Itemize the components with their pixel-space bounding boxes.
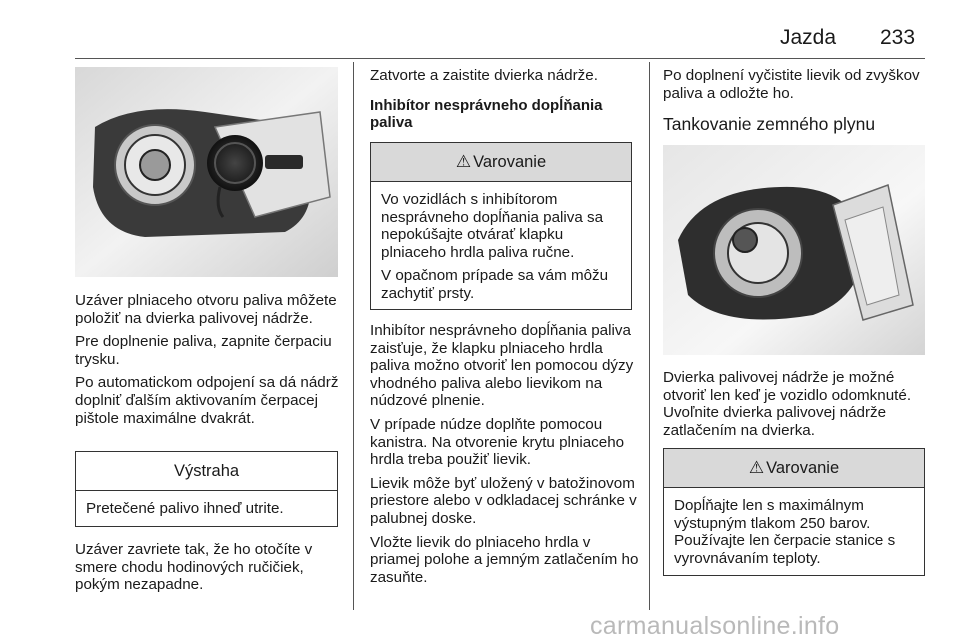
watermark: carmanualsonline.info [590,612,840,640]
column-2-body [370,322,642,592]
warning-text: Vo vozidlách s inhibítorom nesprávneho dopĺňania paliva sa nepokúšajte otvárať klapku plniaceho hrdla paliva ručne. [381,191,604,261]
warning-triangle-icon: ⚠ [455,152,472,171]
paragraph: Uzáver zavriete tak, že ho otočíte v smere chodu hodinových ručičiek, pokým nezapadne. [75,541,313,594]
warning-header [664,449,924,488]
column-3-body [663,369,928,445]
paragraph: V prípade núdze doplňte pomocou kanistra. Na otvorenie krytu plniaceho hrdla treba použiť lievik. [370,415,625,469]
column-divider-2 [649,62,650,610]
warning-body [371,182,631,315]
section-heading: Tankovanie zemného plynu [663,114,876,135]
fuel-cap-photo [75,67,338,277]
warning-text: V opačnom prípade sa vám môžu zachytiť prsty. [381,267,609,302]
column-1 [75,292,347,433]
paragraph: Po doplnení vyčistite lievik od zvyškov paliva a odložte ho. [663,67,920,102]
subheading: Inhibítor nesprávneho dopĺňania paliva [370,96,603,131]
warning-header [371,143,631,182]
column-2 [370,67,642,137]
paragraph: Po automatickom odpojení sa dá nádrž doplniť ďalším aktivovaním čerpacej pištole maximálne dvakrát. [75,374,339,427]
warning-triangle-icon: ⚠ [748,458,765,477]
warning-text: Dopĺňajte len s maximálnym výstupným tlakom 250 barov. Používajte len čerpacie stanice s vyrovnávaním teploty. [674,497,896,567]
section-title: Jazda [780,26,837,49]
paragraph: Lievik môže byť uložený v batožinovom priestore alebo v odkladacej schránke v palubnej doske. [370,474,637,527]
paragraph: Dvierka palivovej nádrže je možné otvoriť len keď je vozidlo odomknuté. Uvoľnite dvierka palivovej nádrže zatlačením na dvierka. [663,369,912,439]
column-1-bottom [75,541,347,600]
paragraph: Zatvorte a zaistite dvierka nádrže. [370,67,598,84]
warning-box [370,142,632,310]
notice-text: Pretečené palivo ihneď utrite. [86,500,284,517]
paragraph: Pre doplnenie paliva, zapnite čerpaciu trysku. [75,333,332,368]
warning-title: Varovanie [766,458,840,477]
page-number: 233 [880,26,916,49]
column-3 [663,67,928,140]
column-divider-1 [353,62,354,610]
header-rule [75,58,925,59]
warning-box-2 [663,448,925,576]
warning-title: Varovanie [473,152,547,171]
notice-box [75,451,338,527]
notice-title: Výstraha [76,452,337,491]
paragraph: Inhibítor nesprávneho dopĺňania paliva zaisťuje, že klapku plniaceho hrdla paliva možno otvoriť len pomocou dýzy vhodného paliva alebo lievikom na núdzové plnenie. [370,322,634,410]
paragraph: Vložte lievik do plniaceho hrdla v priamej polohe a jemným zatlačením ho zasuňte. [370,533,639,586]
natural-gas-filler-photo [663,145,925,355]
paragraph: Uzáver plniaceho otvoru paliva môžete položiť na dvierka palivovej nádrže. [75,292,337,327]
